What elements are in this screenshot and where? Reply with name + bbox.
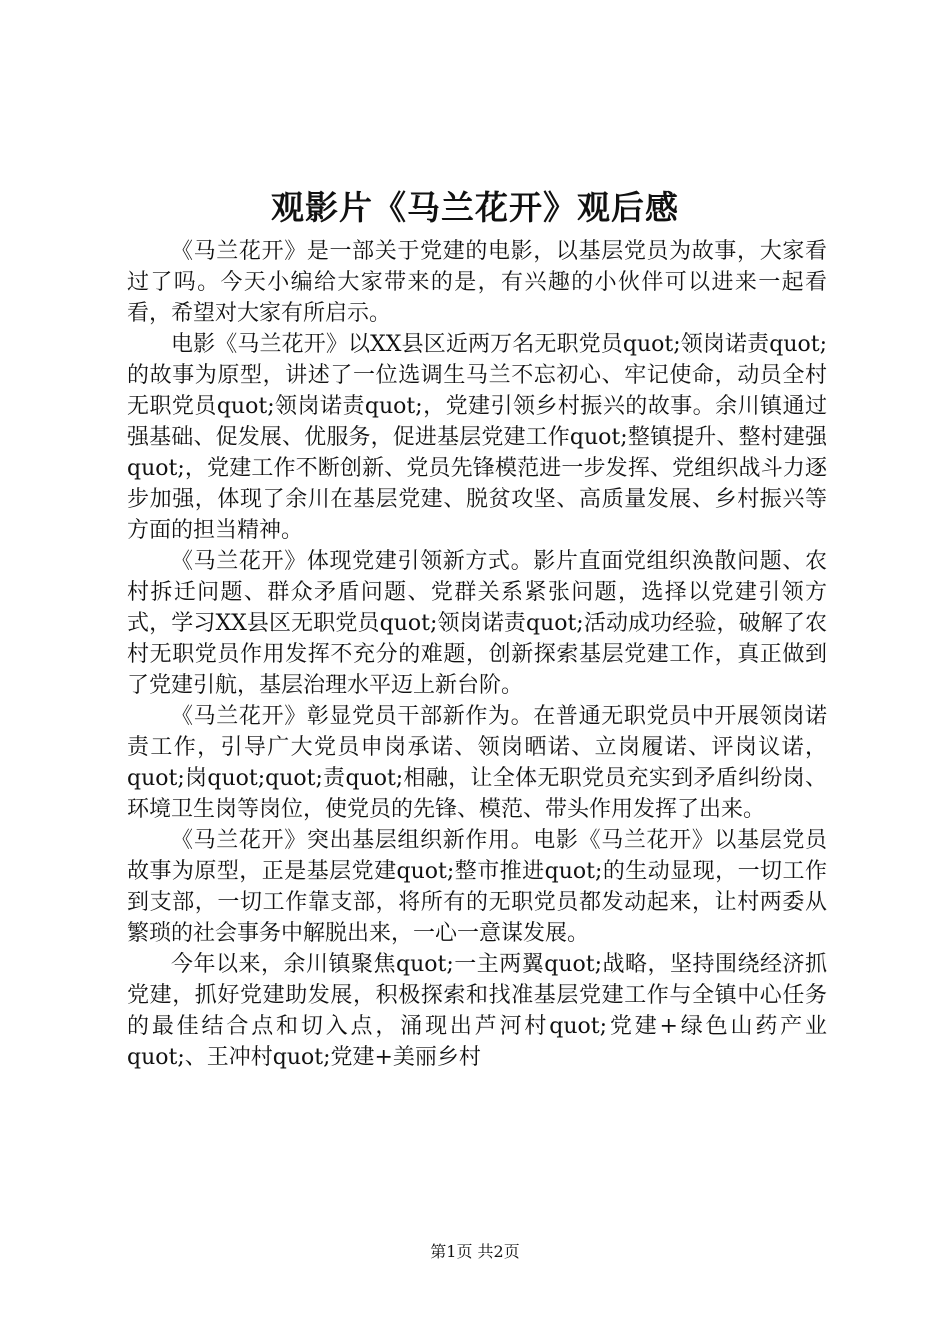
paragraph-1: 《马兰花开》是一部关于党建的电影，以基层党员为故事，大家看过了吗。今天小编给大家带来的是，有兴趣的小伙伴可以进来一起看看，希望对大家有所启示。	[127, 239, 827, 326]
paragraph-5: 《马兰花开》突出基层组织新作用。电影《马兰花开》以基层党员故事为原型，正是基层党建quot;整市推进quot;的生动显现，一切工作到支部，一切工作靠支部，将所有的无职党员都发动起来，让村两委从繁琐的社会事务中解脱出来，一心一意谋发展。	[127, 828, 827, 946]
paragraph-3: 《马兰花开》体现党建引领新方式。影片直面党组织涣散问题、农村拆迁问题、群众矛盾问题、党群关系紧张问题，选择以党建引领方式，学习XX县区无职党员quot;领岗诺责quot;活动成功经验，破解了农村无职党员作用发挥不充分的难题，创新探索基层党建工作，真正做到了党建引航，基层治理水平迈上新台阶。	[127, 549, 827, 698]
paragraph-6: 今年以来，余川镇聚焦quot;一主两翼quot;战略，坚持围绕经济抓党建，抓好党建助发展，积极探索和找准基层党建工作与全镇中心任务的最佳结合点和切入点，涌现出芦河村quot;党建+绿色山药产业quot;、王冲村quot;党建+美丽乡村	[127, 952, 827, 1070]
paragraph-4: 《马兰花开》彰显党员干部新作为。在普通无职党员中开展领岗诺责工作，引导广大党员申岗承诺、领岗晒诺、立岗履诺、评岗议诺，quot;岗quot;quot;责quot;相融，让全体无职党员充实到矛盾纠纷岗、环境卫生岗等岗位，使党员的先锋、模范、带头作用发挥了出来。	[127, 704, 827, 822]
document-title: 观影片《马兰花开》观后感	[271, 188, 679, 227]
document-body	[127, 236, 827, 1073]
page-footer: 第1页 共2页	[430, 1242, 520, 1261]
paragraph-2: 电影《马兰花开》以XX县区近两万名无职党员quot;领岗诺责quot;的故事为原型，讲述了一位选调生马兰不忘初心、牢记使命，动员全村无职党员quot;领岗诺责quot;，党建引领乡村振兴的故事。余川镇通过强基础、促发展、优服务，促进基层党建工作quot;整镇提升、整村建强quot;，党建工作不断创新、党员先锋模范进一步发挥、党组织战斗力逐步加强，体现了余川在基层党建、脱贫攻坚、高质量发展、乡村振兴等方面的担当精神。	[127, 332, 827, 543]
